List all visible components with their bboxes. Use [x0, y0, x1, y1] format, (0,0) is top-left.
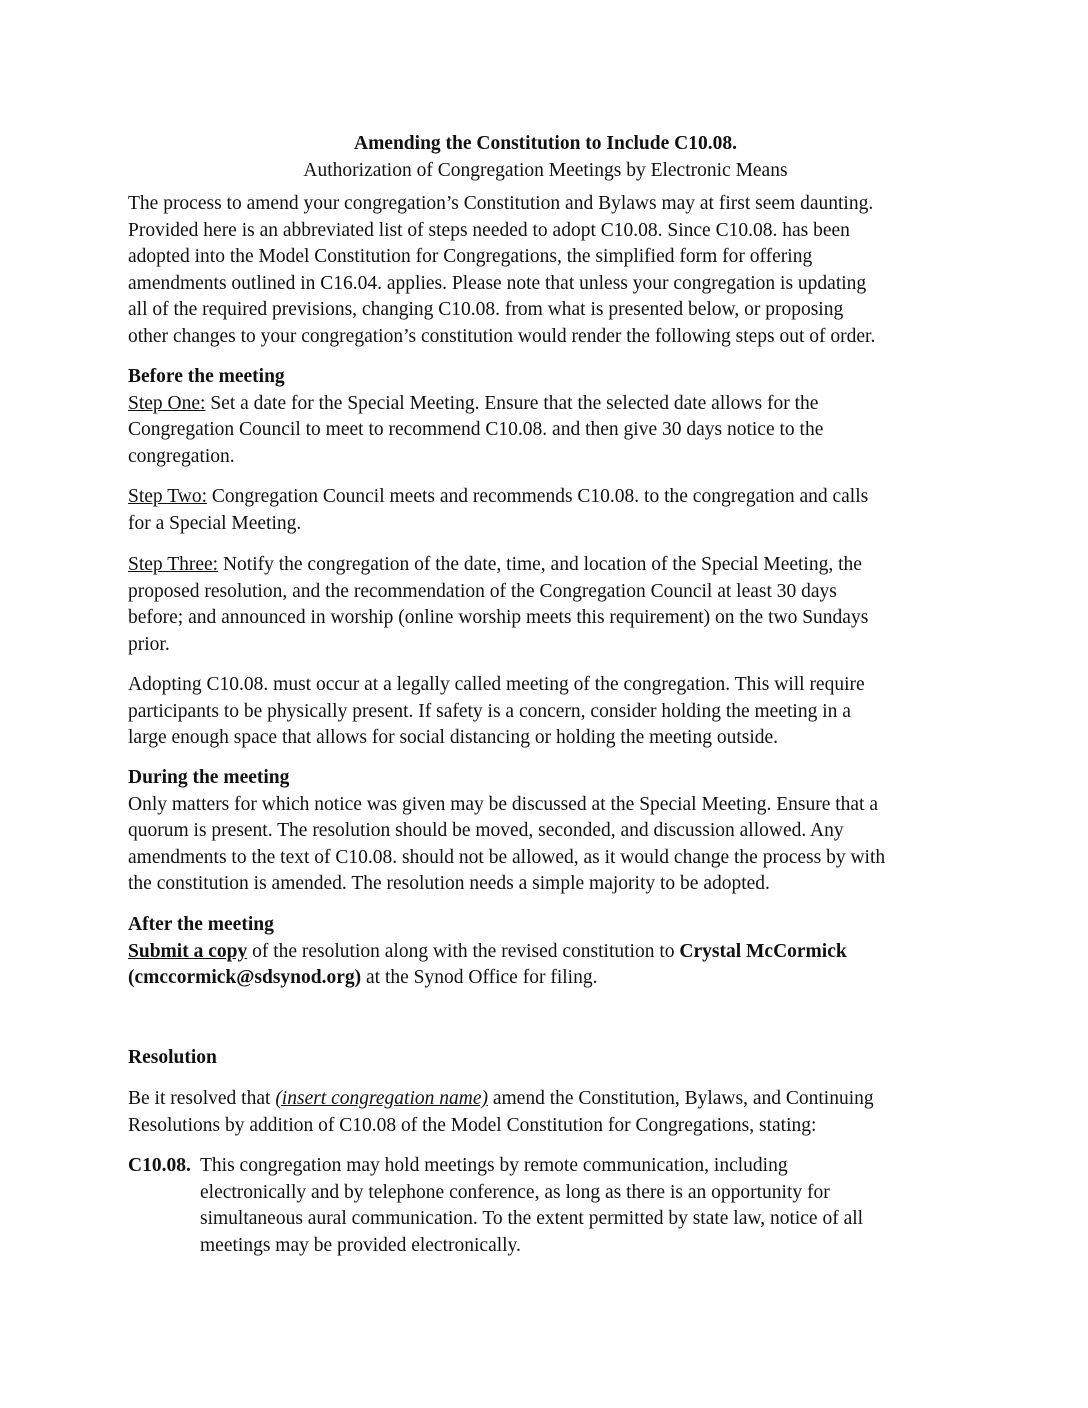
step-three-label: Step Three:: [128, 554, 219, 575]
text-line: proposed resolution, and the recommendation of the Congregation Council at least 30 days: [128, 580, 837, 602]
text-line: electronically and by telephone conference, as long as there is an opportunity for: [200, 1181, 830, 1203]
article-label: C10.08.: [128, 1155, 191, 1176]
adopting-paragraph: [128, 672, 963, 752]
text-line: prior.: [128, 633, 170, 655]
text-line: Provided here is an abbreviated list of steps needed to adopt C10.08. Since C10.08. has been: [128, 219, 850, 241]
text-line: amendments to the text of C10.08. should not be allowed, as it would change the process by with: [128, 846, 886, 868]
contact-line: [128, 965, 963, 992]
intro-paragraph: [128, 191, 963, 351]
step-two-label: Step Two:: [128, 486, 207, 507]
text-line: This congregation may hold meetings by remote communication, including: [200, 1155, 788, 1176]
step-three-paragraph: [128, 552, 963, 658]
resolution-suffix: amend the Constitution, Bylaws, and Continuing: [487, 1088, 874, 1109]
text-line: for a Special Meeting.: [128, 512, 302, 534]
document-title: [128, 131, 963, 184]
text-line: quorum is present. The resolution should be moved, seconded, and discussion allowed. Any: [128, 820, 844, 842]
section-heading-before: Before the meeting: [128, 366, 285, 387]
during-section: [128, 765, 963, 898]
text-line: adopted into the Model Constitution for Congregations, the simplified form for offering: [128, 246, 813, 268]
resolution-line: [128, 1086, 963, 1113]
title-subtitle: Authorization of Congregation Meetings by Electronic Means: [303, 159, 788, 181]
after-section: [128, 912, 963, 992]
resolution-heading-block: [128, 1045, 963, 1072]
title-main: Amending the Constitution to Include C10.08.: [353, 133, 737, 154]
text-line: The process to amend your congregation’s Constitution and Bylaws may at first seem daunting.: [128, 193, 874, 214]
text-line: all of the required previsions, changing C10.08. from what is presented below, or proposing: [128, 299, 844, 321]
step-one-label: Step One:: [128, 392, 206, 414]
step-one-text: Set a date for the Special Meeting. Ensure that the selected date allows for the: [205, 392, 819, 414]
text-line: congregation.: [128, 445, 235, 467]
text-line: meetings may be provided electronically.: [200, 1234, 521, 1256]
filing-text: at the Synod Office for filing.: [361, 967, 598, 989]
text-line: participants to be physically present. If safety is a concern, consider holding the meeting in a: [128, 700, 851, 722]
text-line: Only matters for which notice was given may be discussed at the Special Meeting. Ensure that a: [128, 793, 878, 815]
text-line: the constitution is amended. The resolution needs a simple majority to be adopted.: [128, 873, 770, 895]
before-section: [128, 364, 963, 470]
step-one-line: [128, 391, 963, 418]
text-line: amendments outlined in C16.04. applies. Please note that unless your congregation is updating: [128, 272, 867, 294]
text-line: large enough space that allows for social distancing or holding the meeting outside.: [128, 727, 779, 749]
section-heading-after: After the meeting: [128, 914, 274, 935]
submit-copy-link[interactable]: Submit a copy: [128, 940, 248, 962]
text-line: simultaneous aural communication. To the extent permitted by state law, notice of all: [200, 1208, 864, 1230]
submit-line: [128, 939, 963, 966]
article-text: [200, 1153, 920, 1259]
step-two-paragraph: [128, 484, 963, 537]
text-line: Congregation Council to meet to recommend C10.08. and then give 30 days notice to the: [128, 419, 824, 441]
step-three-line: [128, 552, 963, 579]
text-line: Adopting C10.08. must occur at a legally called meeting of the congregation. This will require: [128, 674, 865, 695]
step-two-line: [128, 484, 963, 511]
congregation-name-placeholder: (insert congregation name): [275, 1088, 488, 1109]
section-heading-resolution: Resolution: [128, 1047, 217, 1068]
text-line: other changes to your congregation’s constitution would render the following steps out of order.: [128, 325, 876, 347]
step-three-text: Notify the congregation of the date, time, and location of the Special Meeting, the: [218, 554, 862, 575]
contact-name: Crystal McCormick: [679, 940, 847, 962]
text-line: Resolutions by addition of C10.08 of the Model Constitution for Congregations, stating:: [128, 1114, 817, 1136]
step-two-text: Congregation Council meets and recommends C10.08. to the congregation and calls: [207, 486, 869, 507]
section-heading-during: During the meeting: [128, 767, 290, 788]
resolution-prefix: Be it resolved that: [128, 1088, 276, 1109]
text-line: before; and announced in worship (online worship meets this requirement) on the two Sundays: [128, 607, 869, 629]
contact-email: (cmccormick@sdsynod.org): [128, 967, 362, 989]
submit-text: of the resolution along with the revised constitution to: [247, 940, 680, 962]
resolution-paragraph: [128, 1086, 963, 1139]
